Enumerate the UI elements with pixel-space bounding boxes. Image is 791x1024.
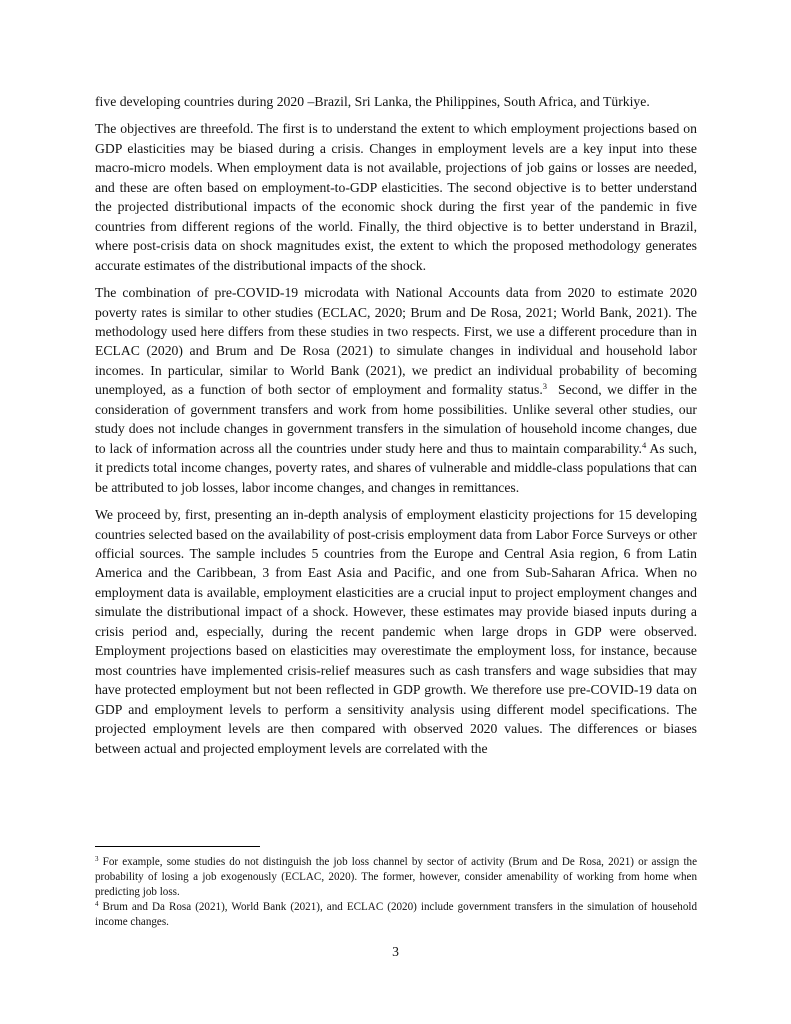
paragraph-approach: We proceed by, first, presenting an in-depth analysis of employment elasticity projections for 15 developing countries selected based on the availability of post-crisis employment data from Labor Force Surveys or other official sources. The sample includes 5 countries from the Europe and Central Asia region, 6 from Latin America and the Caribbean, 3 from East Asia and Pacific, and one from Sub-Saharan Africa. When no employment data is available, employment elasticities are a crucial input to project employment changes and simulate the distributional impact of a shock. However, these estimates may provide biased inputs during a crisis period and, especially, during the recent pandemic when large drops in GDP were observed. Employment projections based on elasticities may overestimate the employment loss, for instance, because most countries have implemented crisis-relief measures such as cash transfers and wage subsidies that may have protected employment but not been reflected in GDP growth. We therefore use pre-COVID-19 data on GDP and employment levels to perform a sensitivity analysis using different model specifications. The projected employment levels are then compared with observed 2020 values. The differences or biases between actual and projected employment levels are correlated with the (95, 507, 697, 756)
footnote-ref-4[interactable]: 4 (641, 439, 647, 450)
paragraph-methodology-part1: The combination of pre-COVID-19 microdata with National Accounts data from 2020 to estimate 2020 poverty rates is similar to other studies (ECLAC, 2020; Brum and De Rosa, 2021; World Bank, 2021). The methodology used here differs from these studies in two respects. First, we use a different procedure than in ECLAC (2020) and Brum and De Rosa (2021) to simulate changes in individual and household labor incomes. In particular, similar to World Bank (2021), we predict an individual probability of becoming unemployed, as a function of both sector of employment and formality status. (95, 285, 697, 398)
paragraph-countries: five developing countries during 2020 –Brazil, Sri Lanka, the Philippines, South Africa, and Türkiye. (95, 94, 650, 109)
paragraph-methodology (95, 283, 697, 497)
paragraph-methodology-part3: As such, it predicts total income changes, poverty rates, and shares of vulnerable and middle-class populations that can be attributed to job losses, labor income changes, and changes in remittances. (95, 440, 698, 495)
footnote-3 (95, 855, 697, 900)
main-body-text (95, 92, 697, 766)
paragraph-methodology-part2: Second, we differ in the consideration of government transfers and work from home possibilities. Unlike several other studies, our study does not include changes in government transfers in the simulation of household income changes, due to lack of information across all the countries under study here and thus to maintain comparability. (95, 382, 697, 456)
footnotes-section (95, 855, 697, 930)
footnote-mark: 3 (95, 855, 99, 863)
footnote-text: Brum and Da Rosa (2021), World Bank (2021), and ECLAC (2020) include government transfers in the simulation of household income changes. (95, 900, 697, 928)
paragraph-objectives: The objectives are threefold. The first is to understand the extent to which employment projections based on GDP elasticities may be biased during a crisis. Changes in employment levels are a key input into these macro-micro models. When employment data is not available, projections of job gains or losses are needed, and these are often based on employment-to-GDP elasticities. The second objective is to better understand the projected distributional impacts of the economic shock during the first year of the pandemic in five countries from different regions of the world. Finally, the third objective is to better understand in Brazil, where post-crisis data on shock magnitudes exist, the extent to which the proposed methodology generates accurate estimates of the distributional impacts of the shock. (95, 121, 697, 273)
page-number: 3 (392, 944, 399, 959)
footnote-separator (95, 846, 260, 847)
footnote-ref-3[interactable]: 3 (542, 381, 548, 392)
footnote-mark: 4 (95, 899, 99, 908)
footnote-4 (95, 900, 697, 930)
footnote-text: For example, some studies do not distinguish the job loss channel by sector of activity (Brum and De Rosa, 2021) or assign the probability of losing a job exogenously (ECLAC, 2020). The former, however, consider amenability of working from home when predicting job loss. (95, 856, 697, 898)
